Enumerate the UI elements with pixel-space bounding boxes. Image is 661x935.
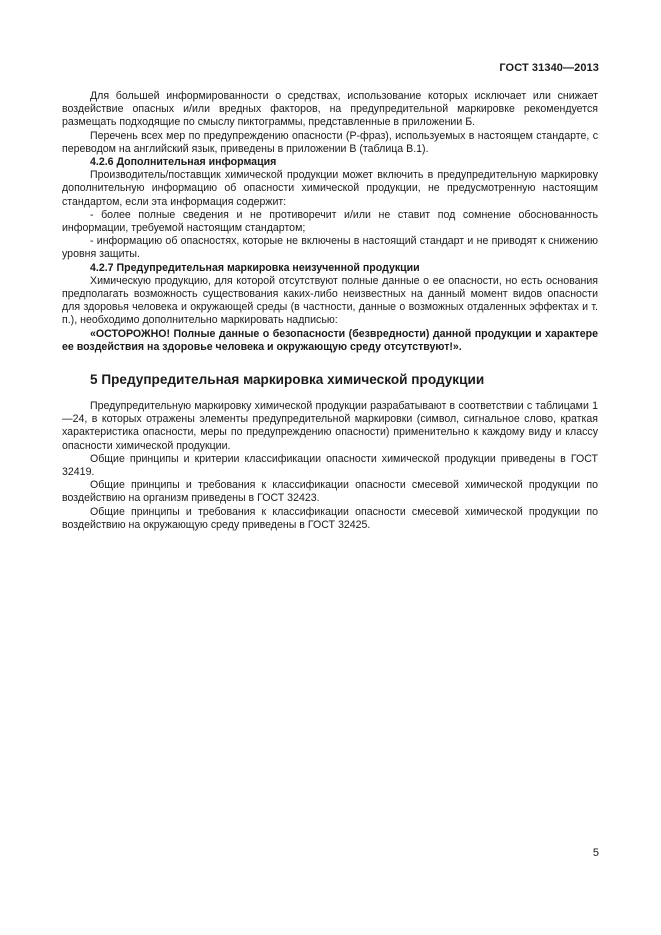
warning-text: «ОСТОРОЖНО! Полные данные о безопасности (безвредности) данной продукции и характере ее воздействия на здоровье человека и окружающую среду отсутствуют!». (62, 327, 598, 353)
section-heading: 5 Предупредительная маркировка химической продукции (90, 372, 485, 388)
paragraph: Для большей информированности о средствах, использование которых исключает или снижает воздействие опасных и/или вредных факторов, на предупредительной маркировке рекомендуется размещать подходящие по смыслу пиктограммы, представленные в приложении Б. (62, 90, 598, 129)
paragraph: Общие принципы и критерии классификации опасности химической продукции приведены в ГОСТ 32419. (62, 452, 598, 479)
page-number: 5 (592, 847, 599, 859)
list-item: - более полные сведения и не противоречит и/или не ставит под сомнение обоснованность информации, требуемой настоящим стандартом; (62, 208, 598, 235)
subsection-title: 4.2.6 Дополнительная информация (90, 156, 277, 169)
paragraph: Предупредительную маркировку химической продукции разрабатывают в соответствии с таблицами 1—24, в которых отражены элементы предупредительной маркировки (символ, сигнальное слово, краткая характеристика опасности, меры по предупреждению опасности) применительно к каждому виду и классу опасности химической продукции. (62, 400, 598, 452)
paragraph: Производитель/поставщик химической продукции может включить в предупредительную маркировку дополнительную информацию об опасности химической продукции, не предусмотренную настоящим стандартом, если эта информация содержит: (62, 169, 598, 208)
list-item: - информацию об опасностях, которые не включены в настоящий стандарт и не приводят к снижению уровня защиты. (62, 235, 598, 261)
paragraph: Общие принципы и требования к классификации опасности смесевой химической продукции по воздействию на окружающую среду приведены в ГОСТ 32425. (62, 505, 598, 531)
paragraph: Перечень всех мер по предупреждению опасности (Р-фраз), используемых в настоящем стандарте, с переводом на английский язык, приведены в приложении В (таблица В.1). (62, 129, 598, 155)
subsection-title: 4.2.7 Предупредительная маркировка неизученной продукции (90, 261, 420, 274)
document-code: ГОСТ 31340—2013 (499, 62, 599, 74)
paragraph: Общие принципы и требования к классификации опасности смесевой химической продукции по воздействию на организм приведены в ГОСТ 32423. (62, 479, 598, 505)
document-body (62, 90, 598, 532)
paragraph: Химическую продукцию, для которой отсутствуют полные данные о ее опасности, но есть основания предполагать возможность существования каких-либо неизвестных на данный момент видов опасности для здоровья человека и окружающей среды (в частности, данные о возможных отдаленных эффектах и т. п.), необходимо дополнительно маркировать надписью: (62, 274, 598, 327)
